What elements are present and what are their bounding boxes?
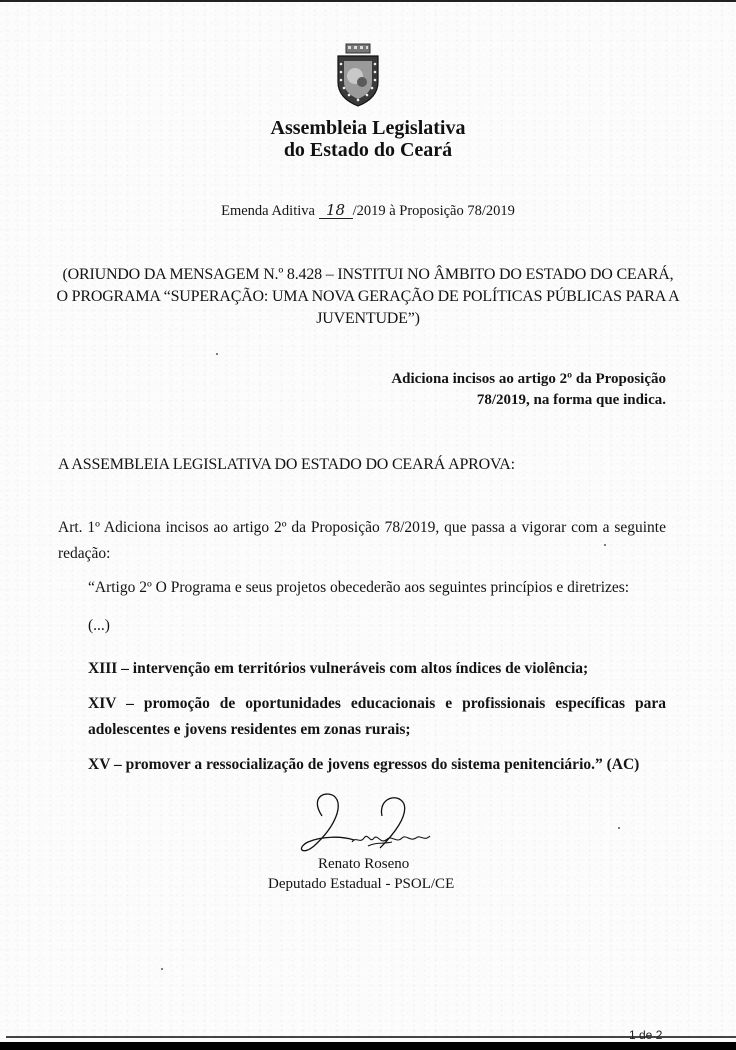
origin-note: (ORIUNDO DA MENSAGEM N.º 8.428 – INSTITUI NO ÂMBITO DO ESTADO DO CEARÁ, O PROGRAMA “SUPERAÇÃO: UMA NOVA GERAÇÃO DE POLÍTICAS PÚBLICAS PARA A JUVENTUDE”) — [56, 266, 680, 327]
quoted-article-intro: “Artigo 2º O Programa e seus projetos obecederão aos seguintes princípios e diretrizes: — [88, 579, 630, 596]
org-name-line1: Assembleia Legislativa — [270, 117, 466, 139]
scan-speck — [216, 353, 218, 355]
inciso-xiv: XIV – promoção de oportunidades educacionais e profissionais específicas para adolescentes e jovens residentes em zonas rurais; — [88, 695, 666, 738]
omission-ellipsis: (...) — [88, 617, 110, 634]
summary-ementa — [360, 369, 666, 411]
scan-speck — [618, 827, 620, 829]
document-page — [0, 2, 736, 1038]
scan-speck — [604, 544, 606, 546]
signer-title: Deputado Estadual - PSOL/CE — [268, 876, 455, 892]
org-name-line2: do Estado do Ceará — [283, 139, 453, 161]
scan-speck — [161, 968, 163, 970]
summary-line2: 78/2019, na forma que indica. — [476, 392, 666, 408]
amendment-number-handwritten: 18 — [319, 203, 353, 219]
amendment-suffix: /2019 à Proposição 78/2019 — [352, 203, 515, 219]
inciso-xiii: XIII – intervenção em territórios vulneráveis com altos índices de violência; — [88, 660, 589, 677]
handwritten-signature — [282, 786, 482, 866]
inciso-xv: XV – promover a ressocialização de jovens egressos do sistema penitenciário.” (AC) — [88, 756, 640, 773]
signer-name: Renato Roseno — [318, 856, 410, 872]
article-1: Art. 1º Adiciona incisos ao artigo 2º da Proposição 78/2019, que passa a vigorar com a seguinte redação: — [58, 519, 666, 562]
footer-rule — [6, 1036, 736, 1038]
page-number: 1 de 2 — [629, 1028, 663, 1042]
state-coat-of-arms-icon — [334, 42, 382, 108]
approval-clause: A ASSEMBLEIA LEGISLATIVA DO ESTADO DO CEARÁ APROVA: — [58, 456, 515, 473]
scan-bottom-edge — [0, 1042, 736, 1050]
summary-line1: Adiciona incisos ao artigo 2º da Proposição — [391, 371, 666, 387]
amendment-prefix: Emenda Aditiva — [221, 203, 315, 219]
amendment-heading — [0, 203, 736, 220]
